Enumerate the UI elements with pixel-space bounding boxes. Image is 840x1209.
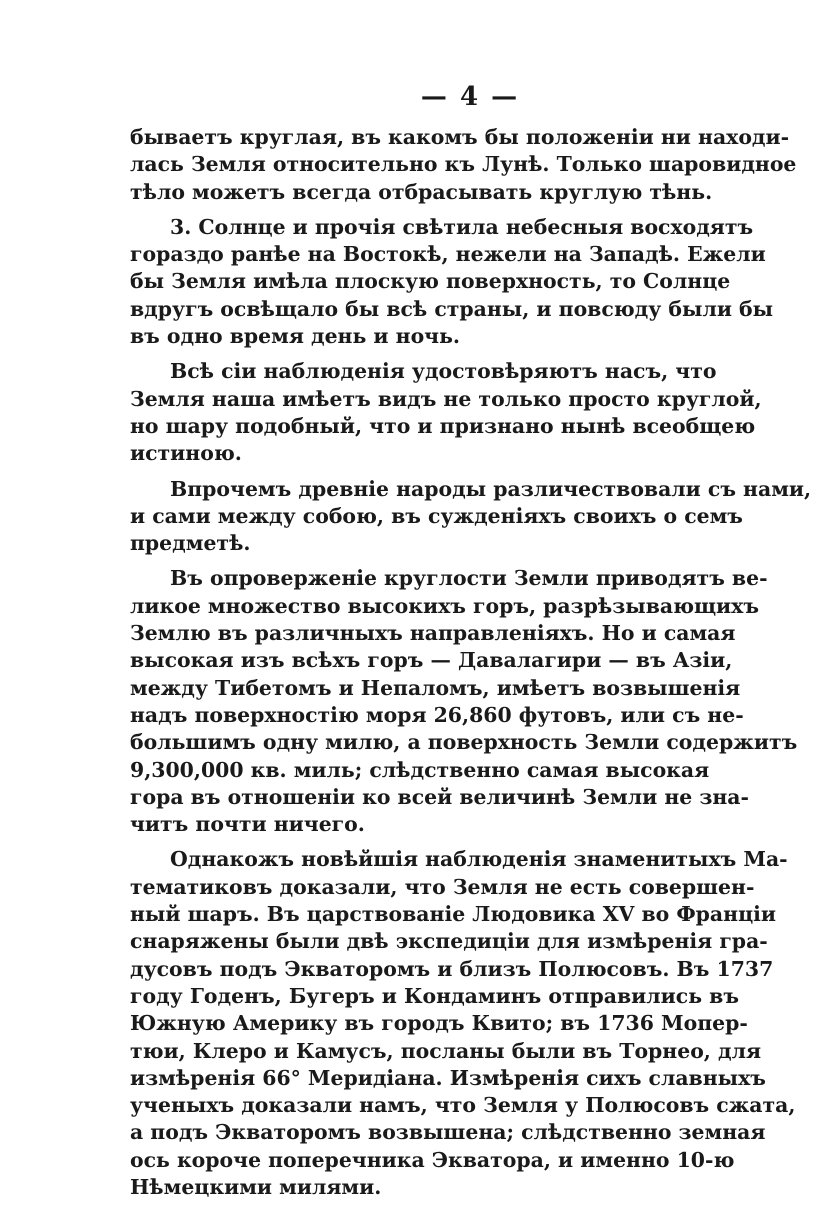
- text-line: тѣло можетъ всегда отбрасывать круглую тѣнь.: [130, 179, 713, 204]
- text-line: большимъ одну милю, а поверхность Земли содержитъ: [130, 730, 798, 755]
- text-line: Земля наша имѣетъ видъ не только просто круглой,: [130, 386, 762, 411]
- text-line: въ одно время день и ночь.: [130, 324, 461, 349]
- text-line: 3. Солнце и прочія свѣтила небесныя восходятъ: [170, 214, 754, 239]
- paragraph: [130, 476, 812, 558]
- text-line: вдругъ освѣщало бы всѣ страны, и повсюду были бы: [130, 296, 774, 321]
- text-line: гора въ отношеніи ко всей величинѣ Земли не зна-: [130, 784, 749, 809]
- text-line: тюи, Клеро и Камусъ, посланы были въ Торнео, для: [130, 1038, 762, 1063]
- text-line: Южную Америку въ городъ Квито; въ 1736 Мопер-: [130, 1011, 748, 1036]
- page-body-text: [130, 124, 812, 1209]
- text-line: ось короче поперечника Экватора, и именно 10-ю: [130, 1147, 735, 1172]
- text-line: надъ поверхностію моря 26,860 футовъ, или съ не-: [130, 702, 744, 727]
- text-line: читъ почти ничего.: [130, 812, 365, 837]
- text-line: Впрочемъ древніе народы различествовали съ нами,: [170, 476, 812, 501]
- text-line: предметѣ.: [130, 531, 251, 556]
- text-line: между Тибетомъ и Непаломъ, имѣетъ возвышенія: [130, 675, 741, 700]
- paragraph: [130, 846, 796, 1201]
- text-line: ликое множество высокихъ горъ, разрѣзывающихъ: [130, 593, 759, 618]
- paragraph: [130, 124, 797, 206]
- text-line: Землю въ различныхъ направленіяхъ. Но и самая: [130, 621, 736, 646]
- text-line: дусовъ подъ Экваторомъ и близъ Полюсовъ. Въ 1737: [130, 956, 774, 981]
- text-line: тематиковъ доказали, что Земля не есть совершен-: [130, 874, 755, 899]
- text-line: Однакожъ новѣйшія наблюденія знаменитыхъ Ма-: [170, 847, 788, 872]
- text-line: ный шаръ. Въ царствованіе Людовика XV во Франціи: [130, 902, 776, 927]
- text-line: и сами между собою, въ сужденіяхъ своихъ о семъ: [130, 503, 743, 528]
- text-line: но шару подобный, что и признано нынѣ всеобщею: [130, 413, 756, 438]
- text-line: бываетъ круглая, въ какомъ бы положеніи ни находи-: [130, 125, 790, 149]
- page-number: — 4 —: [420, 82, 520, 112]
- text-line: ученыхъ доказали намъ, что Земля у Полюсовъ сжата,: [130, 1093, 796, 1118]
- text-line: высокая изъ всѣхъ горъ — Давалагири — въ Азіи,: [130, 648, 733, 673]
- text-line: снаряжены были двѣ экспедиціи для измѣренія гра-: [130, 929, 768, 954]
- text-line: лась Земля относительно къ Лунѣ. Только шаровидное: [130, 152, 797, 177]
- text-line: Въ опроверженіе круглости Земли приводятъ ве-: [170, 566, 768, 591]
- paragraph: [130, 565, 798, 838]
- paragraph: [130, 358, 762, 467]
- text-line: гораздо ранѣе на Востокѣ, нежели на Западѣ. Ежели: [130, 242, 766, 267]
- text-line: Нѣмецкими милями.: [130, 1174, 382, 1199]
- text-line: а подъ Экваторомъ возвышена; слѣдственно земная: [130, 1120, 766, 1145]
- text-line: истиною.: [130, 441, 242, 466]
- text-line: 9,300,000 кв. миль; слѣдственно самая высокая: [130, 757, 710, 782]
- paragraph: [130, 214, 774, 350]
- text-line: бы Земля имѣла плоскую поверхность, то Солнце: [130, 269, 731, 294]
- text-line: году Годенъ, Бугеръ и Кондаминъ отправились въ: [130, 983, 739, 1008]
- text-line: измѣренія 66° Меридіана. Измѣренія сихъ славныхъ: [130, 1065, 766, 1090]
- text-line: Всѣ сіи наблюденія удостовѣряютъ насъ, что: [170, 359, 717, 384]
